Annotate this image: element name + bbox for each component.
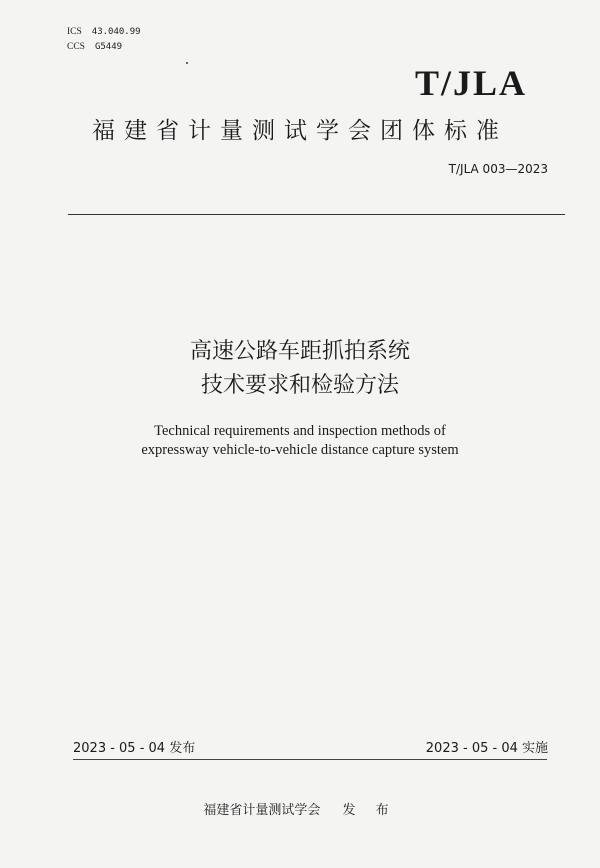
- ccs-row: [67, 40, 141, 55]
- ccs-code: G5449: [94, 42, 123, 52]
- ccs-label: CCS: [67, 42, 85, 52]
- ics-code: 43.040.99: [91, 27, 141, 37]
- english-title: [0, 422, 600, 460]
- chinese-title-line-2: 技术要求和检验方法: [200, 373, 399, 398]
- ics-row: [67, 25, 141, 40]
- chinese-title: [0, 335, 600, 403]
- ics-label: ICS: [67, 27, 82, 37]
- english-title-line-1: Technical requirements and inspection methods of: [154, 423, 446, 439]
- scan-speck: [186, 62, 188, 64]
- standard-number: T/JLA 003—2023: [448, 162, 548, 176]
- publisher-line: [0, 799, 600, 818]
- publish-action: 发 布: [342, 803, 397, 818]
- publisher-name: 福建省计量测试学会: [203, 803, 321, 818]
- implementation-date: 2023 - 05 - 04 实施: [425, 741, 548, 756]
- classification-codes: [67, 25, 141, 55]
- english-title-line-2: expressway vehicle-to-vehicle distance capture system: [141, 442, 459, 458]
- header-divider: [68, 214, 565, 215]
- issue-date: 2023 - 05 - 04 发布: [73, 741, 196, 756]
- chinese-title-line-1: 高速公路车距抓拍系统: [189, 339, 410, 364]
- organization-title: 福建省计量测试学会团体标准: [92, 118, 508, 144]
- standard-logo: T/JLA: [414, 63, 527, 103]
- footer-divider: [73, 759, 547, 760]
